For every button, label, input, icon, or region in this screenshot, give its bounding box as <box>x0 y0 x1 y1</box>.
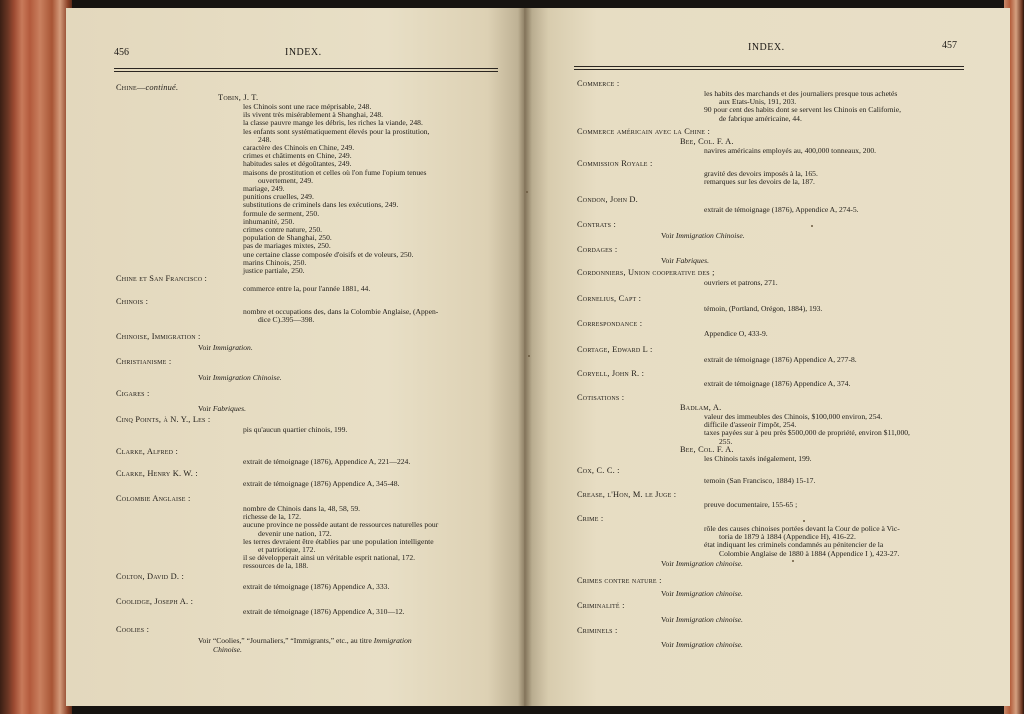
index-heading: Commission Royale : <box>577 159 653 168</box>
see-reference-target: Immigration Chinoise. <box>212 373 282 382</box>
see-reference-target: Immigration chinoise. <box>675 558 743 568</box>
index-subentry: habitudes sales et dégoûtantes, 249. <box>243 159 352 169</box>
see-reference-target: Chinoise. <box>213 645 242 654</box>
index-subentry: navires américains employés au, 400,000 tonneaux, 200. <box>704 146 877 155</box>
index-subentry: pis qu'aucun quartier chinois, 199. <box>243 425 348 434</box>
index-subentry: taxes payées sur à peu près $500,000 de propriété, environ $11,000, <box>704 428 910 438</box>
index-subentry: temoin (San Francisco, 1884) 15-17. <box>704 476 816 485</box>
index-subentry: aux Etats-Unis, 191, 203. <box>719 97 797 107</box>
index-heading: Crime : <box>577 514 604 523</box>
index-subentry: les Chinois sont une race méprisable, 248. <box>243 102 372 111</box>
see-reference-target: Immigration. <box>212 343 253 352</box>
index-heading: Cordages : <box>577 245 618 254</box>
index-subentry: justice partiale, 250. <box>243 266 305 275</box>
see-reference-target: Immigration <box>373 636 412 645</box>
index-heading: Coolies : <box>116 625 150 634</box>
header-rule <box>114 68 498 69</box>
index-subentry: extrait de témoignage (1876) Appendice A, 374. <box>704 379 851 388</box>
index-subentry: toria de 1879 à 1884 (Appendice H), 416-22. <box>719 532 856 542</box>
see-reference: Voir Fabriques. <box>661 256 709 265</box>
index-subentry: ouvertement, 249. <box>258 175 314 185</box>
index-heading: Contrats : <box>577 220 617 229</box>
witness-name: Badlam, A. <box>680 403 722 412</box>
see-reference: Voir Immigration chinoise. <box>661 615 743 624</box>
see-reference: Voir “Coolies,” “Journaliers,” “Immigrants,” etc., au titre Immigration <box>198 636 412 645</box>
index-heading: Christianisme : <box>116 357 172 366</box>
book-spine-edge <box>0 0 72 714</box>
index-heading: Clarke, Alfred : <box>116 447 178 456</box>
index-subentry: valeur des immeubles des Chinois, $100,000 environ, 254. <box>704 412 883 421</box>
index-subentry: population de Shanghai, 250. <box>243 233 332 243</box>
book-gutter <box>518 8 532 706</box>
index-subentry: commerce entre la, pour l'année 1881, 44. <box>243 284 371 293</box>
index-subentry: crimes et châtiments en Chine, 249. <box>243 151 352 161</box>
index-subentry: de fabrique américaine, 44. <box>719 113 802 123</box>
index-subentry: punitions cruelles, 249. <box>243 192 314 202</box>
see-reference-target: Immigration chinoise. <box>675 640 743 649</box>
header-rule <box>574 69 964 70</box>
index-subentry: il se développerait ainsi un véritable esprit national, 172. <box>243 553 416 563</box>
see-reference-target: Fabriques. <box>212 404 246 413</box>
index-heading: Criminels : <box>577 626 618 635</box>
witness-name: Bee, Col. F. A. <box>680 444 734 454</box>
index-subentry: mariage, 249. <box>243 184 285 193</box>
index-subentry: extrait de témoignage (1876), Appendice A, 274-5. <box>704 205 859 214</box>
index-subentry: maisons de prostitution et celles où l'on fume l'opium tenues <box>243 167 427 177</box>
index-subentry: Appendice O, 433-9. <box>704 329 768 338</box>
index-subentry: ils vivent très misérablement à Shanghai, 248. <box>243 110 384 120</box>
index-subentry: une certaine classe composée d'oisifs et de voleurs, 250. <box>243 249 414 259</box>
paper-speck <box>526 191 528 193</box>
index-subentry: aucune province ne possède autant de ressources naturelles pour <box>243 520 439 530</box>
index-subentry: difficile d'asseoir l'impôt, 254. <box>704 420 797 430</box>
index-subentry: substitutions de criminels dans les exécutions, 249. <box>243 200 399 210</box>
page-number: 457 <box>942 40 957 51</box>
see-reference: Voir Immigration chinoise. <box>661 640 743 649</box>
index-subentry: gravité des devoirs imposés à la, 165. <box>704 169 818 178</box>
index-subentry: 90 pour cent des habits dont se servent les Chinois en Californie, <box>704 105 901 115</box>
index-subentry: extrait de témoignage (1876) Appendice A, 310—12. <box>243 607 405 616</box>
index-subentry: et patriotique, 172. <box>258 545 316 554</box>
see-reference: Voir Immigration. <box>198 343 253 352</box>
index-subentry: état indiquant les criminels condamnés au pénitencier de la <box>704 540 884 550</box>
index-heading: Criminalité : <box>577 601 625 610</box>
index-heading: Coolidge, Joseph A. : <box>116 597 194 606</box>
index-heading: Cortage, Edward L : <box>577 345 653 354</box>
index-heading: Crease, l'Hon, M. le Juge : <box>577 490 677 499</box>
index-subentry: extrait de témoignage (1876) Appendice A, 333. <box>243 582 390 591</box>
index-subentry: rôle des causes chinoises portées devant la Cour de police à Vic- <box>704 524 900 533</box>
index-subentry: les terres devraient être établies par une population intelligente <box>243 536 434 546</box>
header-rule <box>114 71 498 72</box>
index-subentry: pas de mariages mixtes, 250. <box>243 241 331 251</box>
see-reference: Voir Immigration Chinoise. <box>661 231 745 240</box>
index-subentry: la classe pauvre mange les débris, les riches la viande, 248. <box>243 118 423 128</box>
index-heading: Cox, C. C. : <box>577 466 620 475</box>
see-reference-target: Immigration Chinoise. <box>675 231 745 240</box>
index-subentry: ressources de la, 188. <box>243 561 309 571</box>
index-heading: Cotisations : <box>577 393 625 402</box>
paper-speck <box>803 520 805 522</box>
index-subentry: devenir une nation, 172. <box>258 528 332 538</box>
index-subentry: les Chinois taxés inégalement, 199. <box>704 453 812 463</box>
index-subentry: 255. <box>719 436 733 446</box>
index-subentry: extrait de témoignage (1876) Appendice A, 345-48. <box>243 479 400 488</box>
index-heading: Chine et San Francisco : <box>116 274 208 283</box>
index-subentry: caractère des Chinois en Chine, 249. <box>243 143 355 152</box>
index-heading: Chinois : <box>116 297 149 306</box>
index-subentry: richesse de la, 172. <box>243 512 301 522</box>
index-subentry: nombre de Chinois dans la, 48, 58, 59. <box>243 504 361 513</box>
heading-continuation: continué. <box>145 83 179 92</box>
index-subentry: extrait de témoignage (1876) Appendice A, 277-8. <box>704 355 857 364</box>
paper-speck <box>792 560 794 562</box>
index-subentry: formule de serment, 250. <box>243 208 320 218</box>
index-subentry: marins Chinois, 250. <box>243 257 307 267</box>
index-subentry: ouvriers et patrons, 271. <box>704 278 778 287</box>
index-heading: Chinoise, Immigration : <box>116 332 201 341</box>
index-subentry: preuve documentaire, 155-65 ; <box>704 500 798 509</box>
witness-name: Tobin, J. T. <box>218 93 259 102</box>
page-number: 456 <box>114 47 129 58</box>
index-heading: Cinq Points, à N. Y., Les : <box>116 415 211 424</box>
index-heading: Crimes contre nature : <box>577 576 662 585</box>
see-reference: Voir Immigration Chinoise. <box>198 373 282 382</box>
header-rule <box>574 66 964 67</box>
index-heading: Commerce : <box>577 79 620 88</box>
index-subentry: les enfants sont systématiquement élevés pour la prostitution, <box>243 126 430 136</box>
index-subentry: témoin, (Portland, Orégon, 1884), 193. <box>704 304 823 313</box>
index-subentry: nombre et occupations des, dans la Colombie Anglaise, (Appen- <box>243 307 439 316</box>
index-subentry: les habits des marchands et des journaliers presque tous achetés <box>704 89 898 98</box>
witness-name: Bee, Col. F. A. <box>680 137 734 146</box>
see-reference-target: Immigration chinoise. <box>675 589 743 598</box>
index-heading: Coryell, John R. : <box>577 369 645 378</box>
index-heading: Condon, John D. <box>577 195 638 204</box>
index-heading: Commerce américain avec la Chine : <box>577 127 710 136</box>
index-subentry: dice C).395—398. <box>258 315 315 325</box>
index-heading: Colombie Anglaise : <box>116 494 191 503</box>
index-heading: Colton, David D. : <box>116 572 184 581</box>
page-header: INDEX. <box>748 42 785 53</box>
index-subentry: Colombie Anglaise de 1880 à 1884 (Appendice I ), 423-27. <box>719 548 900 558</box>
index-heading: Chine—continué. <box>116 83 179 92</box>
see-reference: Voir Fabriques. <box>198 404 246 413</box>
paper-speck <box>528 355 530 357</box>
index-subentry: extrait de témoignage (1876), Appendice A, 221—224. <box>243 457 411 466</box>
see-reference-target: Fabriques. <box>675 256 709 265</box>
index-heading: Cigares : <box>116 389 150 398</box>
index-heading: Correspondance : <box>577 319 643 328</box>
index-subentry: crimes contre nature, 250. <box>243 225 323 234</box>
index-subentry: remarques sur les devoirs de la, 187. <box>704 177 815 187</box>
index-heading: Clarke, Henry K. W. : <box>116 469 198 478</box>
see-reference: Voir Immigration chinoise. <box>661 589 743 598</box>
index-heading: Cornelius, Capt : <box>577 294 642 303</box>
page-header: INDEX. <box>285 47 322 58</box>
see-reference: Voir Immigration chinoise. <box>661 558 743 568</box>
see-reference-target: Immigration chinoise. <box>675 615 743 624</box>
paper-speck <box>811 225 813 227</box>
index-subentry: inhumanité, 250. <box>243 216 295 226</box>
index-heading: Cordonniers, Union cooperative des ; <box>577 268 715 277</box>
index-subentry: 248. <box>258 134 272 144</box>
